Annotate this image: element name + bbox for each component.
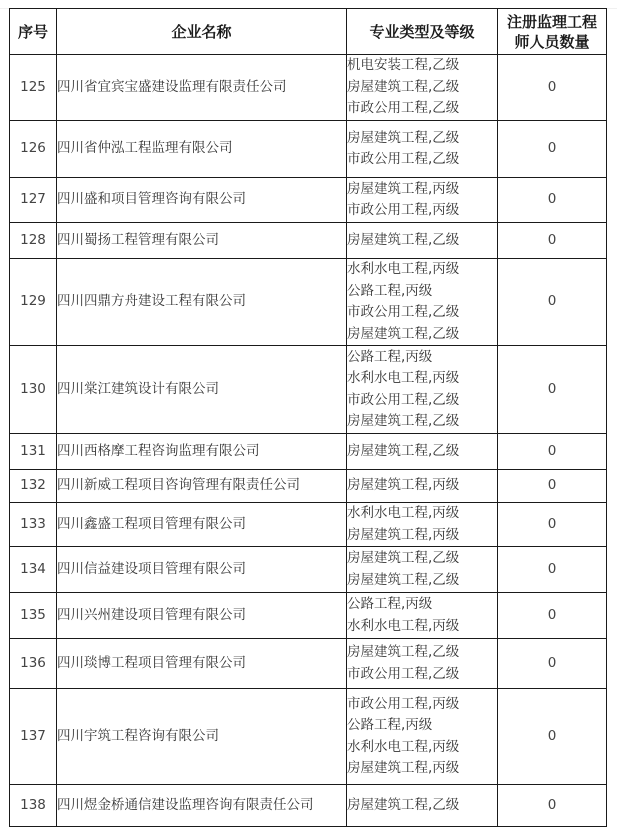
specialty-grade-item: 房屋建筑工程,乙级	[347, 796, 460, 813]
row-engineer-count: 0	[498, 689, 607, 785]
row-specialty-grades	[347, 346, 498, 434]
specialty-grade-item: 房屋建筑工程,乙级	[347, 325, 460, 342]
table-row	[10, 593, 607, 639]
specialty-grade-item: 房屋建筑工程,丙级	[347, 180, 460, 197]
row-seq: 125	[10, 55, 57, 121]
row-seq: 136	[10, 639, 57, 689]
specialty-grade-item: 市政公用工程,乙级	[347, 151, 460, 167]
row-specialty-grades	[347, 223, 498, 259]
specialty-grade-item: 房屋建筑工程,乙级	[347, 442, 460, 459]
row-engineer-count: 0	[498, 121, 607, 178]
row-specialty-grades	[347, 178, 498, 223]
row-seq: 128	[10, 223, 57, 259]
row-specialty-grades	[347, 689, 498, 785]
row-company-name: 四川西格摩工程咨询监理有限公司	[57, 434, 347, 470]
specialty-grade-item: 公路工程,丙级	[347, 717, 433, 733]
supervision-company-table	[9, 8, 607, 827]
row-company-name: 四川兴州建设项目管理有限公司	[57, 593, 347, 639]
row-specialty-grades	[347, 259, 498, 346]
row-company-name: 四川棠江建筑设计有限公司	[57, 346, 347, 434]
table-row	[10, 785, 607, 827]
table-row	[10, 503, 607, 547]
specialty-grade-item: 公路工程,丙级	[347, 348, 433, 365]
row-company-name: 四川盛和项目管理咨询有限公司	[57, 178, 347, 223]
row-engineer-count: 0	[498, 503, 607, 547]
row-engineer-count: 0	[498, 346, 607, 434]
row-company-name: 四川信益建设项目管理有限公司	[57, 547, 347, 593]
row-seq: 130	[10, 346, 57, 434]
table-body	[10, 55, 607, 827]
table-row	[10, 639, 607, 689]
row-engineer-count: 0	[498, 223, 607, 259]
table-row	[10, 470, 607, 503]
row-seq: 126	[10, 121, 57, 178]
header-engineer-count-line1: 注册监理工程	[506, 12, 597, 31]
specialty-grade-item: 市政公用工程,乙级	[347, 304, 460, 320]
specialty-grade-item: 水利水电工程,丙级	[347, 505, 460, 521]
specialty-grade-item: 房屋建筑工程,乙级	[347, 231, 460, 248]
specialty-grade-item: 房屋建筑工程,丙级	[347, 760, 460, 776]
header-company-name: 企业名称	[57, 9, 347, 55]
row-engineer-count: 0	[498, 470, 607, 503]
specialty-grade-item: 房屋建筑工程,丙级	[347, 526, 460, 543]
table-row	[10, 547, 607, 593]
row-company-name: 四川琰博工程项目管理有限公司	[57, 639, 347, 689]
header-engineer-count-line2: 师人员数量	[514, 32, 590, 51]
row-seq: 131	[10, 434, 57, 470]
row-seq: 127	[10, 178, 57, 223]
specialty-grade-item: 房屋建筑工程,乙级	[347, 550, 460, 566]
row-specialty-grades	[347, 121, 498, 178]
row-seq: 132	[10, 470, 57, 503]
row-specialty-grades	[347, 547, 498, 593]
specialty-grade-item: 房屋建筑工程,乙级	[347, 571, 460, 588]
specialty-grade-item: 市政公用工程,乙级	[347, 665, 460, 682]
specialty-grade-item: 房屋建筑工程,乙级	[347, 129, 460, 146]
row-specialty-grades	[347, 785, 498, 827]
table-row	[10, 178, 607, 223]
row-seq: 129	[10, 259, 57, 346]
specialty-grade-item: 市政公用工程,丙级	[347, 202, 460, 218]
row-seq: 137	[10, 689, 57, 785]
row-specialty-grades	[347, 55, 498, 121]
header-specialty-grade: 专业类型及等级	[347, 9, 498, 55]
header-seq: 序号	[10, 9, 57, 55]
row-engineer-count: 0	[498, 785, 607, 827]
row-seq: 134	[10, 547, 57, 593]
row-company-name: 四川新威工程项目咨询管理有限责任公司	[57, 470, 347, 503]
row-engineer-count: 0	[498, 593, 607, 639]
row-engineer-count: 0	[498, 547, 607, 593]
row-specialty-grades	[347, 470, 498, 503]
row-engineer-count: 0	[498, 639, 607, 689]
row-company-name: 四川煜金桥通信建设监理咨询有限责任公司	[57, 785, 347, 827]
specialty-grade-item: 水利水电工程,丙级	[347, 738, 460, 755]
table-row	[10, 259, 607, 346]
specialty-grade-item: 机电安装工程,乙级	[347, 57, 460, 74]
row-engineer-count: 0	[498, 434, 607, 470]
table-row	[10, 223, 607, 259]
specialty-grade-item: 公路工程,丙级	[347, 282, 433, 299]
row-specialty-grades	[347, 639, 498, 689]
table-header-row	[10, 9, 607, 55]
row-company-name: 四川蜀扬工程管理有限公司	[57, 223, 347, 259]
specialty-grade-item: 房屋建筑工程,乙级	[347, 78, 460, 95]
specialty-grade-item: 市政公用工程,丙级	[347, 695, 460, 712]
row-seq: 135	[10, 593, 57, 639]
row-specialty-grades	[347, 593, 498, 639]
row-specialty-grades	[347, 503, 498, 547]
table-row	[10, 346, 607, 434]
table-row	[10, 55, 607, 121]
specialty-grade-item: 房屋建筑工程,乙级	[347, 644, 460, 660]
table-row	[10, 434, 607, 470]
specialty-grade-item: 水利水电工程,丙级	[347, 370, 460, 386]
specialty-grade-item: 水利水电工程,丙级	[347, 617, 460, 634]
row-seq: 138	[10, 785, 57, 827]
specialty-grade-item: 市政公用工程,乙级	[347, 100, 460, 117]
row-company-name: 四川鑫盛工程项目管理有限公司	[57, 503, 347, 547]
specialty-grade-item: 房屋建筑工程,丙级	[347, 477, 460, 494]
row-specialty-grades	[347, 434, 498, 470]
table-row	[10, 121, 607, 178]
row-company-name: 四川四鼎方舟建设工程有限公司	[57, 259, 347, 346]
table-row	[10, 689, 607, 785]
specialty-grade-item: 公路工程,丙级	[347, 596, 433, 612]
specialty-grade-item: 房屋建筑工程,乙级	[347, 413, 460, 429]
row-seq: 133	[10, 503, 57, 547]
row-company-name: 四川省宜宾宝盛建设监理有限责任公司	[57, 55, 347, 121]
row-engineer-count: 0	[498, 178, 607, 223]
specialty-grade-item: 水利水电工程,丙级	[347, 261, 460, 277]
header-engineer-count	[498, 9, 607, 55]
specialty-grade-item: 市政公用工程,乙级	[347, 391, 460, 408]
row-engineer-count: 0	[498, 259, 607, 346]
row-company-name: 四川宇筑工程咨询有限公司	[57, 689, 347, 785]
row-company-name: 四川省仲泓工程监理有限公司	[57, 121, 347, 178]
row-engineer-count: 0	[498, 55, 607, 121]
